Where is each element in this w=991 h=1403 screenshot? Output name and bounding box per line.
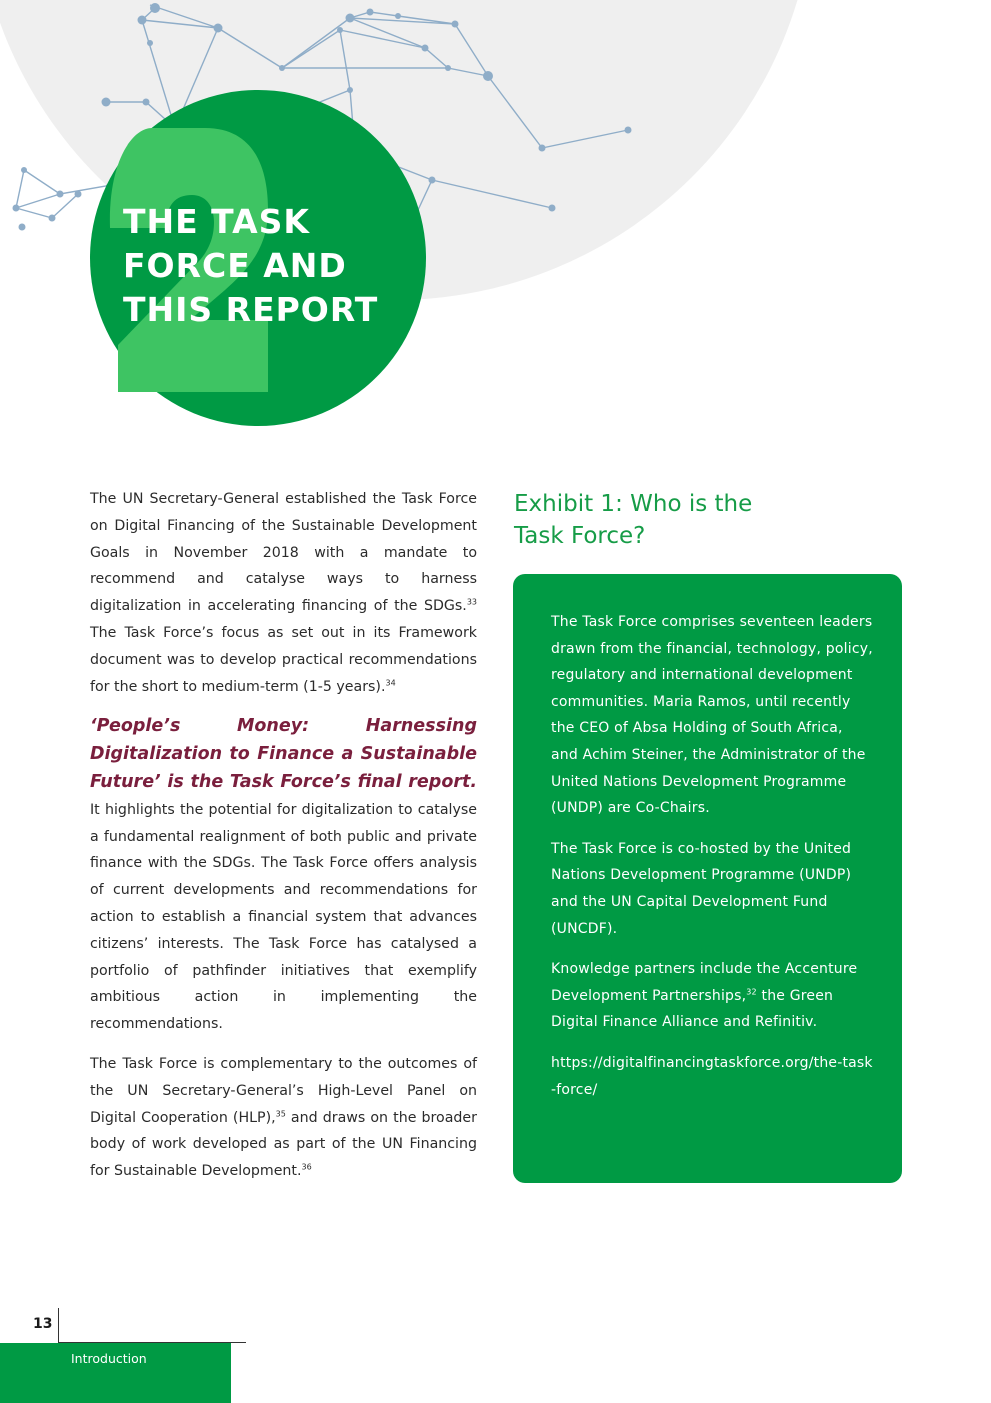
section-label: Introduction: [71, 1351, 147, 1366]
footnote-ref: 34: [385, 677, 396, 687]
chapter-title-line-1: THE TASK: [123, 202, 310, 241]
para3-text-b: and draws on the broader body of work developed as part of the UN Financing for Sustainable Development.: [90, 1109, 477, 1180]
chapter-title-line-2: FORCE AND: [123, 246, 347, 285]
exhibit-link-paragraph: [551, 1050, 874, 1103]
task-force-link[interactable]: https://digitalfinancingtaskforce.org/the-task-force/: [551, 1054, 873, 1098]
para2-text: It highlights the potential for digitalization to catalyse a fundamental realignment of both public and private finance with the SDGs. The Task Force offers analysis of current developments and recommendations for action to establish a financial system that advances citizens’ interests. The Task Force has catalysed a portfolio of pathfinder initiatives that exemplify ambitious action in implementing the recommendations.: [90, 801, 477, 1033]
para1-text-b: The Task Force’s focus as set out in its Framework document was to develop practical recommendations for the short to medium-term (1-5 years).: [90, 624, 477, 695]
exhibit-title-line-1: Exhibit 1: Who is the: [514, 491, 753, 517]
body-text-column: [90, 486, 477, 1198]
para3-text-a: The Task Force is complementary to the outcomes of the UN Secretary-General’s High-Level Panel on Digital Cooperation (HLP),: [90, 1055, 477, 1126]
report-title-highlight: ‘People’s Money: Harnessing Digitalization to Finance a Sustainable Future’ is the Task Force’s final report.: [90, 716, 477, 792]
footnote-ref: 35: [275, 1108, 286, 1118]
exhibit-para3-text-b: the Green Digital Finance Alliance and Refinitiv.: [551, 987, 834, 1031]
exhibit-para3-text: Knowledge partners include the Accenture Development Partnerships,: [551, 961, 858, 1004]
exhibit-box: [513, 574, 902, 1183]
chapter-title: [123, 200, 378, 332]
exhibit-paragraph-2: The Task Force is co-hosted by the United Nations Development Programme (UNDP) and the UN Capital Development Fund (UNCDF).: [551, 840, 852, 937]
chapter-title-line-3: THIS REPORT: [123, 290, 379, 329]
exhibit-title-line-2: Task Force?: [514, 523, 646, 549]
footnote-ref: 33: [466, 597, 477, 607]
footnote-ref: 36: [301, 1162, 312, 1172]
body-paragraph-3: [90, 1051, 477, 1185]
exhibit-paragraph-3: [551, 956, 874, 1036]
exhibit-paragraph-1: The Task Force comprises seventeen leaders drawn from the financial, technology, policy, regulatory and international development communities. Maria Ramos, until recently the CEO of Absa Holding of South Africa, and Achim Steiner, the Administrator of the United Nations Development Programme (UNDP) are Co-Chairs.: [551, 614, 873, 817]
para1-text-a: The UN Secretary-General established the Task Force on Digital Financing of the Sustainable Development Goals in November 2018 with a mandate to recommend and catalyse ways to harness digitalization in accelerating financing of the SDGs.: [90, 491, 477, 615]
exhibit-title: [514, 488, 752, 552]
footnote-ref: 32: [746, 987, 757, 997]
body-paragraph-2: [90, 713, 477, 1038]
page-number: 13: [33, 1316, 53, 1332]
body-paragraph-1: [90, 486, 477, 700]
